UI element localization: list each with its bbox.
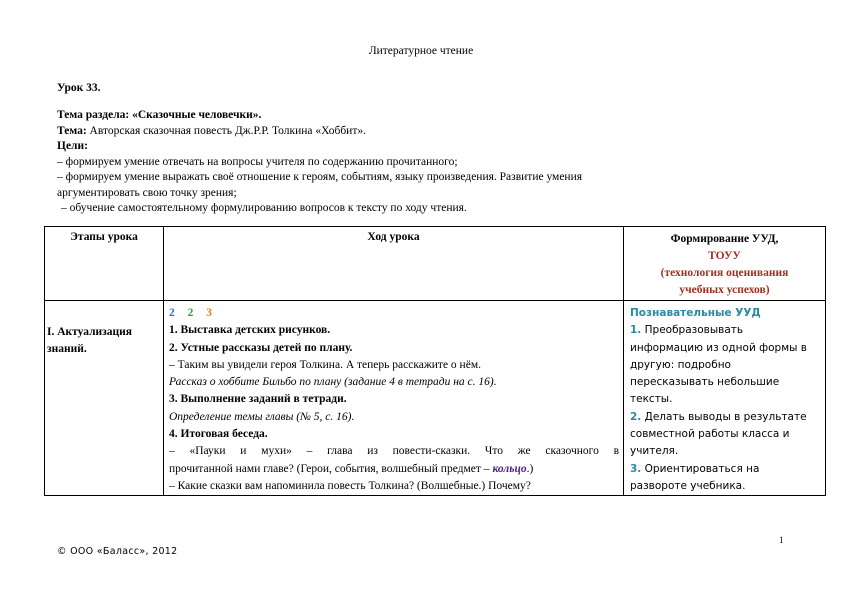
word: «Пауки bbox=[189, 445, 226, 458]
header-touu: ТОУУ bbox=[708, 250, 741, 262]
flow-step: 1. Выставка детских рисунков. bbox=[169, 324, 331, 337]
document-title: Литературное чтение bbox=[368, 45, 474, 57]
uud-line: тексты. bbox=[630, 393, 673, 406]
copyright-footer: © ООО «Баласс», 2012 bbox=[57, 546, 178, 557]
uud-line: Делать выводы в результате bbox=[644, 410, 807, 423]
uud-item bbox=[630, 409, 820, 426]
uud-line: учителя. bbox=[630, 445, 679, 458]
stage-cell bbox=[47, 324, 162, 358]
lesson-number: Урок 33. bbox=[57, 82, 101, 94]
difficulty-levels bbox=[169, 305, 619, 322]
word: – bbox=[169, 445, 175, 458]
topic-row bbox=[57, 108, 582, 124]
topic-value: «Сказочные человечки». bbox=[132, 109, 262, 121]
theme-row bbox=[57, 124, 582, 140]
header-uud-title: Формирование УУД, bbox=[670, 233, 779, 245]
stage-name-cont: знаний. bbox=[47, 343, 87, 355]
flow-line: Рассказ о хоббите Бильбо по плану (задание 4 в тетради на с. 16). bbox=[169, 376, 497, 389]
uud-cell bbox=[630, 305, 820, 495]
flow-line bbox=[169, 461, 619, 478]
uud-line: Преобразовывать bbox=[644, 324, 744, 337]
uud-item-number: 1. bbox=[630, 324, 642, 337]
page-number: 1 bbox=[779, 535, 784, 545]
uud-item bbox=[630, 461, 820, 478]
header-lesson-flow: Ход урока bbox=[367, 231, 420, 243]
goal-item: – формируем умение отвечать на вопросы учителя по содержанию прочитанного; bbox=[57, 155, 458, 168]
flow-line bbox=[169, 443, 619, 460]
table-divider bbox=[163, 227, 164, 495]
goal-item: – формируем умение выражать своё отношение к героям, событиям, языку произведения. Развитие умения bbox=[57, 171, 583, 183]
header-uud bbox=[624, 231, 825, 299]
uud-line: Ориентироваться на bbox=[644, 462, 760, 475]
uud-line: совместной работы класса и bbox=[630, 428, 790, 441]
word: же bbox=[517, 445, 531, 458]
level-badge: 2 bbox=[169, 307, 175, 319]
word: Что bbox=[484, 445, 504, 458]
header-touu-desc: учебных успехов) bbox=[679, 284, 770, 296]
lesson-header bbox=[57, 108, 582, 217]
flow-line: – Какие сказки вам напоминила повесть Толкина? (Волшебные.) Почему? bbox=[169, 479, 531, 492]
word: сказочного bbox=[545, 445, 599, 458]
stage-name: I. Актуализация bbox=[47, 326, 133, 338]
uud-line: другую: подробно bbox=[630, 358, 731, 371]
theme-label: Тема: bbox=[57, 124, 87, 137]
topic-label: Тема раздела: bbox=[57, 109, 130, 121]
lesson-table bbox=[44, 226, 826, 496]
uud-item bbox=[630, 322, 820, 339]
word: в bbox=[613, 445, 619, 458]
word: – bbox=[306, 445, 313, 458]
lesson-flow-cell bbox=[169, 305, 619, 495]
highlight-ring: кольцо bbox=[492, 462, 527, 475]
word: и bbox=[240, 445, 247, 458]
theme-value: Авторская сказочная повесть Дж.Р.Р. Толкина «Хоббит». bbox=[89, 124, 366, 137]
flow-text: .) bbox=[526, 462, 534, 475]
flow-text: прочитанной нами главе? (Герои, события, волшебный предмет – bbox=[169, 462, 493, 475]
word: повести-сказки. bbox=[392, 445, 471, 458]
word: глава bbox=[327, 445, 353, 458]
word: из bbox=[367, 445, 378, 458]
goal-item: – обучение самостоятельному формулированию вопросов к тексту по ходу чтения. bbox=[61, 202, 467, 214]
goals-label: Цели: bbox=[57, 140, 88, 152]
flow-step: 3. Выполнение заданий в тетради. bbox=[169, 393, 347, 406]
uud-item-number: 2. bbox=[630, 410, 642, 423]
uud-line: пересказывать небольшие bbox=[630, 376, 780, 389]
word: мухи» bbox=[261, 445, 292, 458]
header-touu-desc: (технология оценивания bbox=[660, 267, 789, 279]
uud-heading: Познавательные УУД bbox=[630, 307, 761, 319]
uud-line: информацию из одной формы в bbox=[630, 341, 807, 354]
level-badge: 2 bbox=[187, 307, 194, 319]
flow-step: 2. Устные рассказы детей по плану. bbox=[169, 341, 353, 354]
header-stages: Этапы урока bbox=[70, 231, 138, 243]
level-badge: 3 bbox=[206, 307, 212, 319]
flow-step: 4. Итоговая беседа. bbox=[169, 428, 268, 441]
flow-line: Определение темы главы (№ 5, с. 16). bbox=[169, 410, 355, 423]
uud-item-number: 3. bbox=[630, 462, 642, 475]
goal-item: аргументировать свою точку зрения; bbox=[57, 186, 237, 199]
uud-line: развороте учебника. bbox=[630, 479, 746, 492]
table-divider bbox=[45, 300, 825, 301]
flow-line: – Таким вы увидели героя Толкина. А теперь расскажите о нём. bbox=[169, 358, 481, 371]
